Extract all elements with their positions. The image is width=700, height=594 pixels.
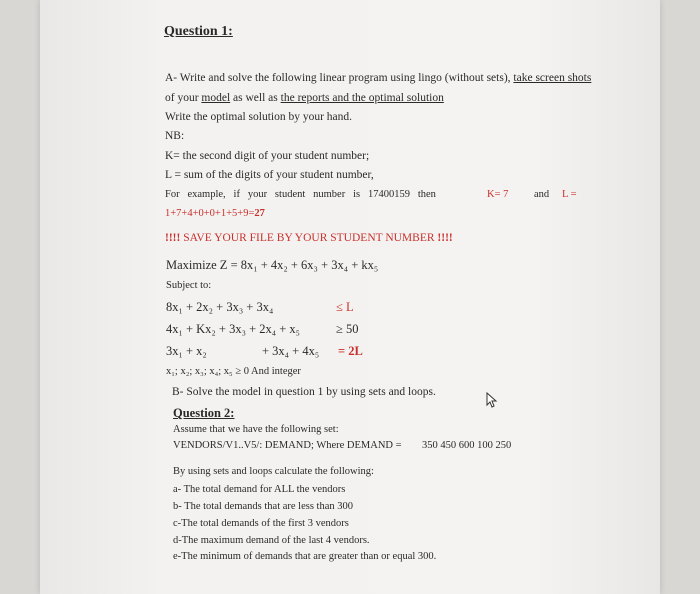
example-k: K= 7 [487,189,509,200]
task-item-d: d-The maximum demand of the last 4 vendors. [173,535,370,546]
assume-line: Assume that we have the following set: [173,424,339,435]
l-definition: L = sum of the digits of your student number, [165,169,374,181]
demand-values: 350 450 600 100 250 [422,440,512,451]
save-exclaim-right: !!!! [437,232,453,244]
example-sum-result: 27 [254,208,265,219]
constraint-3-lhs-b: + 3x₄ + 4x₅ [262,344,320,358]
constraint-1-rhs: ≤ L [336,300,354,314]
constraint-2-lhs: 4x₁ + Kx₂ + 3x₃ + 2x₄ + x₅ [166,322,301,336]
example-l: L = [562,189,577,200]
task-item-b: b- The total demands that are less than 300 [173,501,354,512]
nonnegativity-constraint: x₁; x₂; x₃; x₄; x₅ ≥ 0 And integer [166,366,301,377]
part-a-line-2 [165,92,444,104]
task-item-a: a- The total demand for ALL the vendors [173,484,346,495]
vendors-set-definition: VENDORS/V1..V5/: DEMAND; Where DEMAND = [173,440,402,451]
task-item-e: e-The minimum of demands that are greater than or equal 300. [173,551,437,562]
part-a-reports: the reports and the optimal solution [280,92,444,104]
write-optimal-line: Write the optimal solution by your hand. [165,111,353,123]
constraint-1-lhs: 8x₁ + 2x₂ + 3x₃ + 3x₄ [166,300,274,314]
mouse-cursor-icon [486,392,498,408]
part-b-line: B- Solve the model in question 1 by using sets and loops. [172,386,436,398]
part-a-line2-mid: as well as [230,92,281,104]
k-definition: K= the second digit of your student number; [165,150,370,162]
by-using-line: By using sets and loops calculate the following: [173,466,374,477]
part-a-model: model [201,92,231,104]
nb-label: NB: [165,130,185,142]
constraint-3-lhs-a: 3x₁ + x₂ [166,344,207,358]
constraint-3-rhs: = 2L [338,344,363,358]
question-1-title: Question 1: [164,24,233,39]
part-a-line2-pre: of your [165,92,202,104]
subject-to-label: Subject to: [166,280,212,291]
save-notice [165,232,453,244]
example-text: For example, if your student number is 17400159 then [165,189,436,200]
constraint-2-rhs: ≥ 50 [336,322,359,336]
task-item-c: c-The total demands of the first 3 vendors [173,518,349,529]
part-a-text: A- Write and solve the following linear program using lingo (without sets), [165,72,514,84]
save-exclaim-left: !!!! [165,232,181,244]
objective-function: Maximize Z = 8x₁ + 4x₂ + 6x₃ + 3x₄ + kx₅ [166,258,379,272]
example-sum-expression: 1+7+4+0+0+1+5+9= [165,208,255,219]
part-a-screenshots: take screen shots [513,72,592,84]
example-sum-line [165,208,265,219]
question-2-title: Question 2: [173,406,235,420]
save-notice-text: SAVE YOUR FILE BY YOUR STUDENT NUMBER [180,232,438,244]
example-and: and [534,189,550,200]
part-a-line-1 [165,72,591,84]
